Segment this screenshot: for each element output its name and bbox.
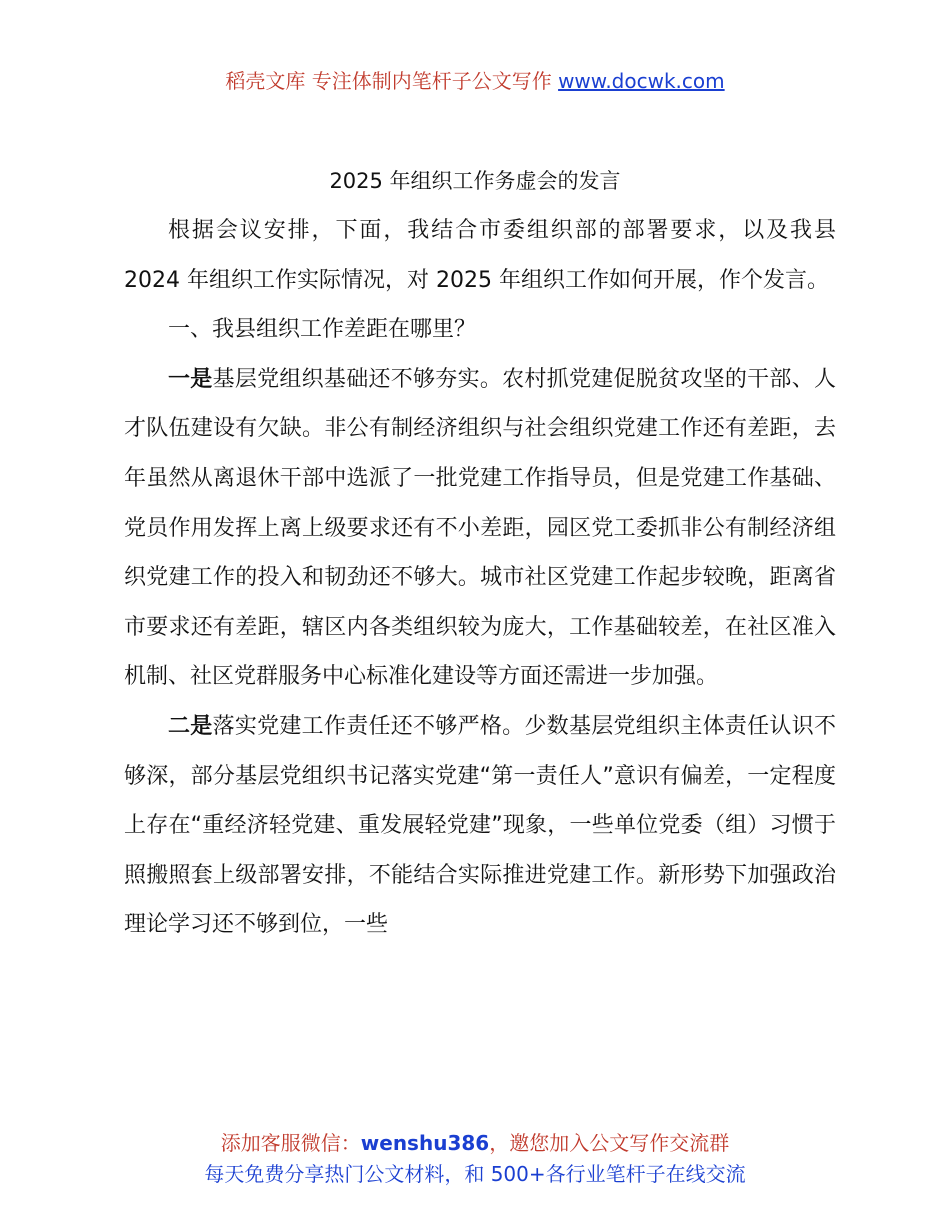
point-one-lead: 一是 (168, 366, 213, 392)
footer-wechat-suffix: ，邀您加入公文写作交流群 (489, 1131, 730, 1155)
footer-wechat-prefix: 添加客服微信： (220, 1131, 361, 1155)
document-title: 2025 年组织工作务虚会的发言 (329, 169, 621, 193)
header-slogan: 稻壳文库 专注体制内笔杆子公文写作 (225, 69, 559, 93)
wechat-id: wenshu386 (360, 1131, 490, 1155)
point-one-paragraph (124, 355, 836, 702)
site-link[interactable]: www.docwk.com (558, 69, 725, 93)
footer-line-2: 每天免费分享热门公文材料，和 500+各行业笔杆子在线交流 (204, 1162, 746, 1186)
point-one-text: 基层党组织基础还不够夯实。农村抓党建促脱贫攻坚的干部、人才队伍建设有欠缺。非公有制经济组织与社会组织党建工作还有差距，去年虽然从离退休干部中选派了一批党建工作指导员，但是党建工作基础、党员作用发挥上离上级要求还有不小差距，园区党工委抓非公有制经济组织党建工作的投入和韧劲还不够大。城市社区党建工作起步较晚，距离省市要求还有差距，辖区内各类组织较为庞大，工作基础较差，在社区准入机制、社区党群服务中心标准化建设等方面还需进一步加强。 (124, 366, 836, 690)
point-two-lead: 二是 (168, 713, 213, 739)
footer-line-1 (0, 1128, 950, 1159)
document-body (124, 206, 836, 950)
promo-footer (0, 1128, 950, 1190)
intro-paragraph: 根据会议安排，下面，我结合市委组织部的部署要求，以及我县 2024 年组织工作实际情况，对 2025 年组织工作如何开展，作个发言。 (124, 218, 836, 293)
site-header (0, 66, 950, 96)
point-two-paragraph (124, 702, 836, 950)
section-heading: 一、我县组织工作差距在哪里？ (168, 317, 477, 343)
point-two-text: 落实党建工作责任还不够严格。少数基层党组织主体责任认识不够深，部分基层党组织书记落实党建“第一责任人”意识有偏差，一定程度上存在“重经济轻党建、重发展轻党建”现象，一些单位党委（组）习惯于照搬照套上级部署安排，不能结合实际推进党建工作。新形势下加强政治理论学习还不够到位，一些 (124, 713, 836, 938)
